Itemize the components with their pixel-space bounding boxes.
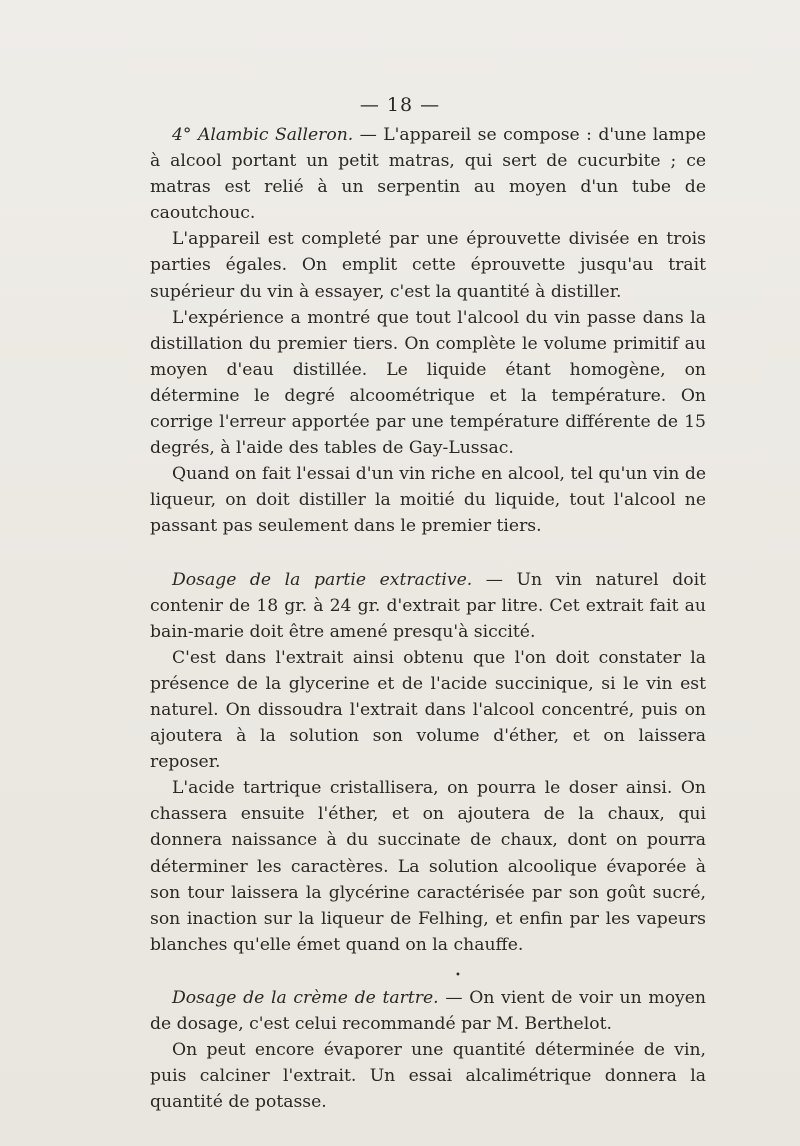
paragraph-essai-riche: Quand on fait l'essai d'un vin riche en alcool, tel qu'un vin de liqueur, on doit distiller la moitié du liquide, tout l'alcool ne passant pas seulement dans le premier tiers. bbox=[150, 464, 706, 537]
paragraph-heading: Dosage de la partie extractive. bbox=[172, 569, 473, 590]
paragraph-extrait-obtenu: C'est dans l'extrait ainsi obtenu que l'on doit constater la présence de la glycerine et de l'acide succinique, si le vin est naturel. On dissoudra l'extrait dans l'alcool concentré, puis on ajoutera à la solution son volume d'éther, et on laissera reposer. bbox=[150, 647, 706, 773]
paragraph-text: — L'appareil se compose : d'une lampe à alcool portant un petit matras, qui sert de cucurbite ; ce matras est relié à un serpentin au moyen d'un tube de caoutchouc. bbox=[150, 125, 706, 224]
page-body bbox=[150, 122, 706, 1115]
paragraph-acide-tartrique: L'acide tartrique cristallisera, on pourra le doser ainsi. On chassera ensuite l'éther, et on ajoutera de la chaux, qui donnera naissance à du succinate de chaux, dont on pourra déterminer les caractères. La solution alcoolique évaporée à son tour laissera la glycérine caractérisée par son goût sucré, son inaction sur la liqueur de Felhing, et enfin par les vapeurs blanches qu'elle émet quand on la chauffe. bbox=[150, 778, 706, 955]
paragraph-appareil-complete: L'appareil est completé par une éprouvette divisée en trois parties égales. On emplit cette éprouvette jusqu'au trait supérieur du vin à essayer, c'est la quantité à distiller. bbox=[150, 229, 706, 302]
paragraph-experience: L'expérience a montré que tout l'alcool du vin passe dans la distillation du premier tiers. On complète le volume primitif au moyen d'eau distillée. Le liquide étant homogène, on détermine le degré alcoométrique et la température. On corrige l'erreur apportée par une température différente de 15 degrés, à l'aide des tables de Gay-Lussac. bbox=[150, 307, 706, 459]
paragraph-dosage-extractive bbox=[150, 567, 706, 645]
paragraph-alambic bbox=[150, 122, 706, 226]
paragraph-heading: Dosage de la crème de tartre. bbox=[172, 987, 439, 1008]
footer-mark: • bbox=[455, 970, 461, 981]
paragraph-creme-tartre bbox=[150, 985, 706, 1037]
paragraph-heading: 4° Alambic Salleron. bbox=[172, 125, 354, 145]
paragraph-text: — Un vin naturel doit contenir de 18 gr. à 24 gr. d'extrait par litre. Cet extrait fait au bain-marie doit être amené presqu'à siccité. bbox=[150, 569, 706, 642]
page-number: — 18 — bbox=[359, 94, 441, 116]
paragraph-evaporer: On peut encore évaporer une quantité déterminée de vin, puis calciner l'extrait. Un essai alcalimétrique donnera la quantité de potasse. bbox=[150, 1040, 706, 1113]
paragraph-text: — On vient de voir un moyen de dosage, c'est celui recommandé par M. Berthelot. bbox=[150, 987, 706, 1034]
